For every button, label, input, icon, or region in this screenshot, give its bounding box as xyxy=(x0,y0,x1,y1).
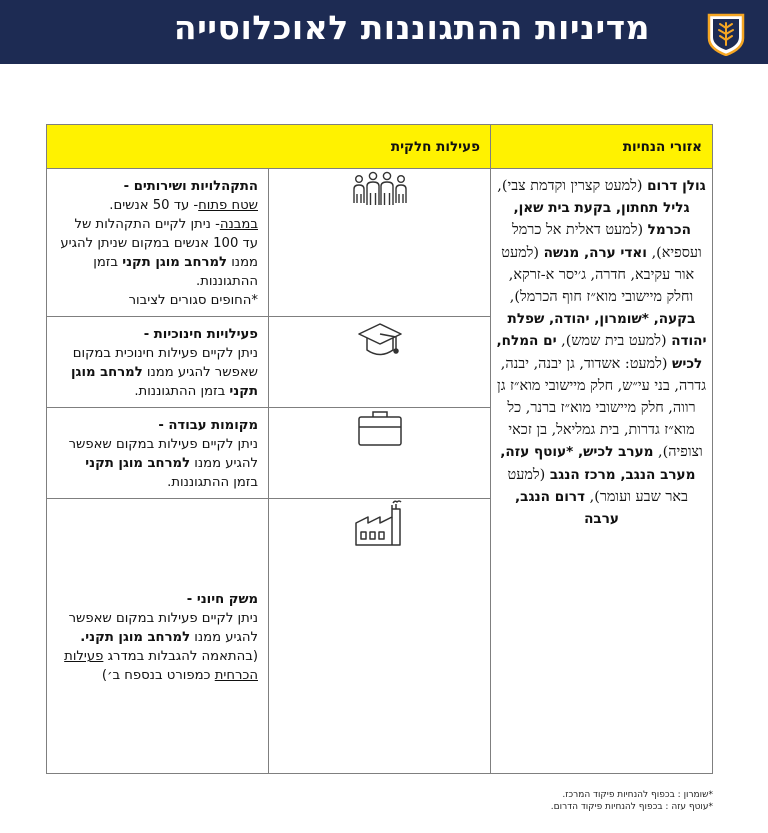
footnote-gaza-envelope: *עוטף עזה : בכפוף להנחיות פיקוד הדרום. xyxy=(550,802,713,812)
regions-cell: גולן דרום (למעט קצרין וקדמת צבי), גליל תחתון, בקעת בית שאן, הכרמל (למעט דאלית אל כרמל ועספיא), ואדי ערה, מנשה (למעט אור עקיבא, חדרה, ג׳יסר א-זרקא, וחלק מיישובי מוא״ז חוף הכרמל), בקעה, *שומרון, יהודה, שפלת יהודה (למעט בית שמש), ים המלח, לכיש (למעט: אשדוד, גן יבנה, יבנה, גדרה, בני עי״ש, חלק מיישובי מוא״ז גן רווה, חלק מיישובי מוא״ז ברנר, כל מוא״ז גדרות, בית גמליאל, בן זכאי וצופיה), מערב לכיש, *עוטף עזה, מערב הנגב, מרכז הנגב (למעט באר שבע ועומר), דרום הנגב, ערבה xyxy=(491,169,713,774)
table-header-row xyxy=(47,125,713,169)
briefcase-icon xyxy=(269,408,491,499)
essential-activity-link[interactable]: פעילות הכרחית xyxy=(64,648,258,683)
people-group-icon xyxy=(269,169,491,317)
graduation-cap-icon xyxy=(269,317,491,408)
policy-table xyxy=(46,124,713,774)
regions-column-header: אזורי הנחיות xyxy=(491,125,713,169)
education-description: פעילויות חינוכיות - ניתן לקיים פעילות חינוכית במקום שאפשר להגיע ממנו למרחב מוגן תקני בזמן ההתגוננות. xyxy=(47,317,269,408)
essential-economy-description: משק חיוני - ניתן לקיים פעילות במקום שאפשר להגיע ממנו למרחב מוגן תקני. (בהתאמה להגבלות במדרג פעילות הכרחית כמפורט בנספח ב׳) xyxy=(47,499,269,774)
home-front-command-logo-icon xyxy=(703,12,749,56)
footnote-samaria: *שומרון : בכפוף להנחיות פיקוד המרכז. xyxy=(562,790,713,800)
table-row xyxy=(47,169,713,317)
gatherings-description: התקהלויות ושירותים - שטח פתוח- עד 50 אנשים. במבנה- ניתן לקיים התקהלות של עד 100 אנשים במקום שניתן להגיע ממנו למרחב מוגן תקני בזמן ההתגוננות. *החופים סגורים לציבור xyxy=(47,169,269,317)
page-title: מדיניות ההתגוננות לאוכלוסייה xyxy=(173,8,650,47)
factory-icon xyxy=(269,499,491,774)
workplaces-description: מקומות עבודה - ניתן לקיים פעילות במקום שאפשר להגיע ממנו למרחב מוגן תקני בזמן ההתגוננות. xyxy=(47,408,269,499)
activity-column-header: פעילות חלקית xyxy=(47,125,491,169)
footnotes xyxy=(353,789,713,813)
page-header xyxy=(0,0,768,64)
